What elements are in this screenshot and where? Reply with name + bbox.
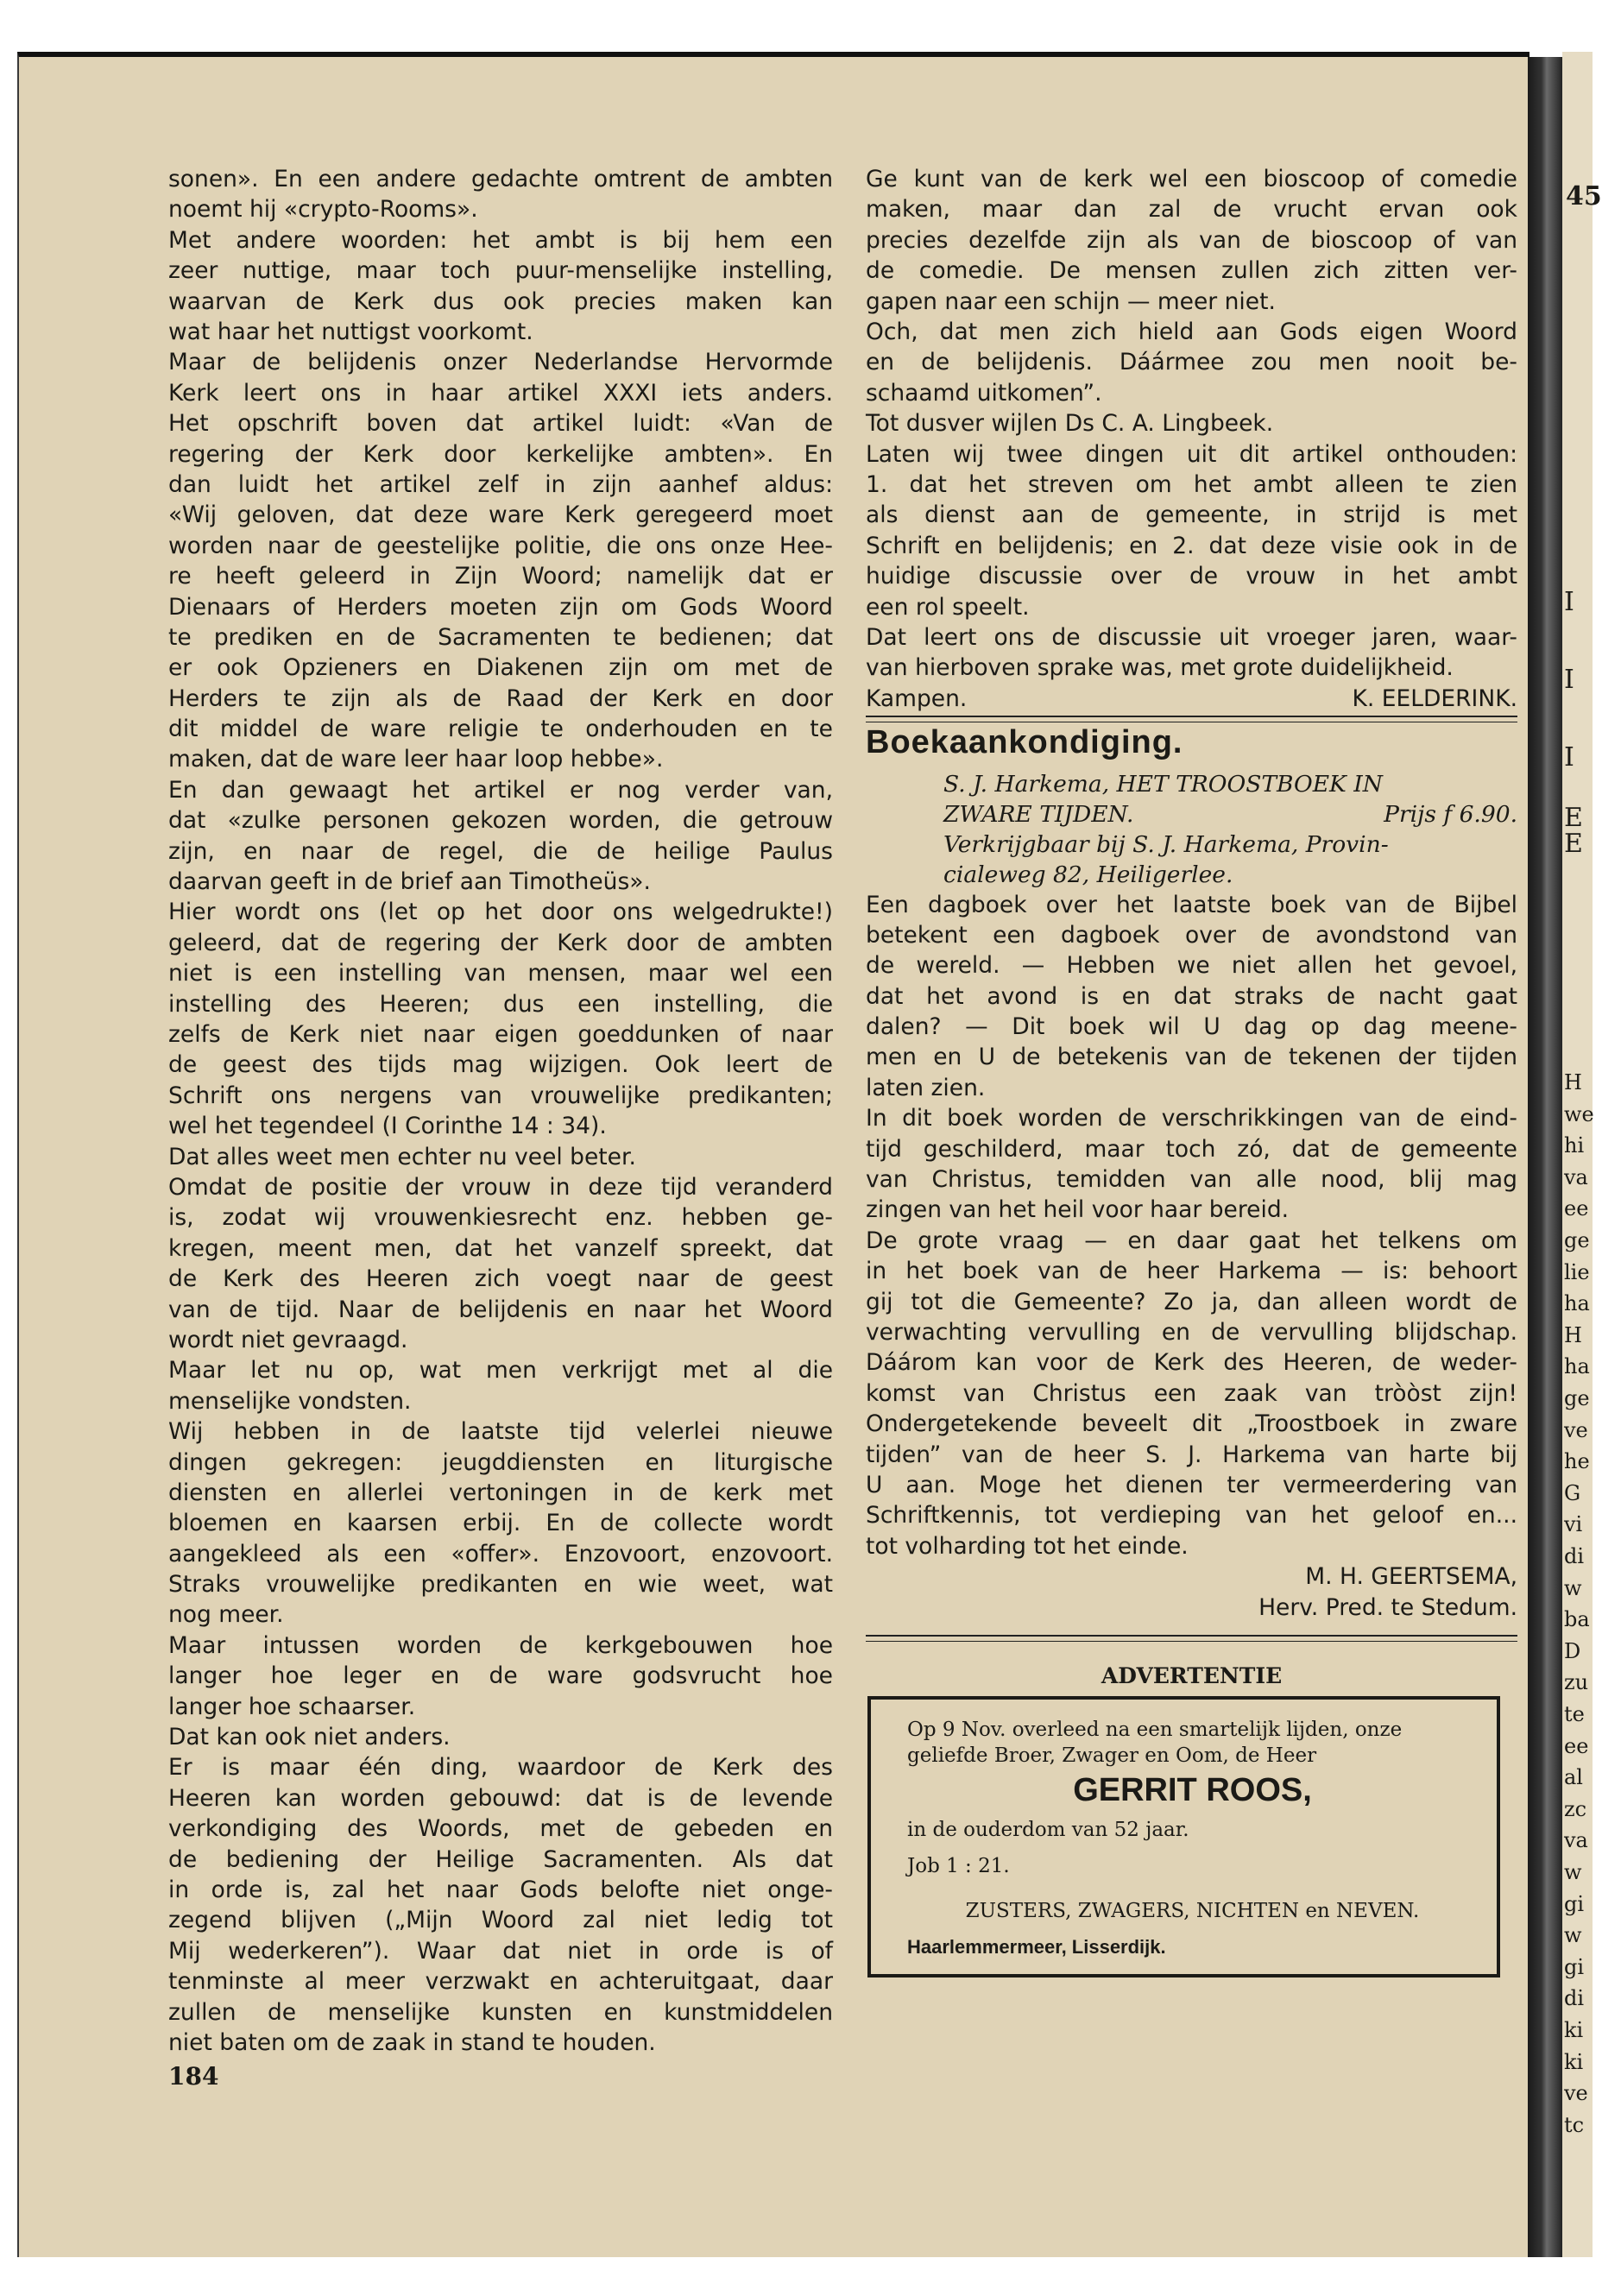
text-line: Tot dusver wijlen Ds C. A. Lingbeek. — [866, 410, 1274, 438]
text-line: Wij hebben in de laatste tijd velerlei nieuwe — [168, 1418, 833, 1446]
text-line: re heeft geleerd in Zijn Woord; namelijk dat er — [168, 563, 833, 590]
right-column — [866, 164, 1517, 1977]
book-review — [866, 890, 1517, 1562]
advert-verse: Job 1 : 21. — [907, 1855, 1010, 1878]
section-divider — [866, 716, 1517, 722]
next-page-fragment: w — [1564, 1860, 1582, 1884]
next-page-fragment: hi — [1564, 1133, 1585, 1158]
text-line: Met andere woorden: het ambt is bij hem een — [168, 226, 833, 254]
text-line: betekent een dagboek over de avondstond van — [866, 921, 1517, 949]
text-line: wat haar het nuttigst voorkomt. — [168, 318, 533, 345]
text-line: regering der Kerk door kerkelijke ambten». En — [168, 440, 833, 468]
text-line: komst van Christus een zaak van tròòst zijn! — [866, 1379, 1517, 1407]
advert-line: Op 9 Nov. overleed na een smartelijk lijden, onze — [907, 1719, 1403, 1742]
next-page-fragment: zc — [1564, 1796, 1587, 1821]
next-page-fragment: E — [1564, 829, 1583, 859]
text-line: als dienst aan de gemeente, in strijd is met — [866, 501, 1517, 529]
text-line: Er is maar één ding, waardoor de Kerk des — [168, 1754, 833, 1782]
text-line: van de tijd. Naar de belijdenis en naar het Woord — [168, 1296, 833, 1323]
advert-line: geliefde Broer, Zwager en Oom, de Heer — [907, 1744, 1317, 1768]
text-line: zullen de menselijke kunsten en kunstmiddelen — [168, 1998, 833, 2026]
text-line: verwachting vervulling en de vervulling blijdschap. — [866, 1319, 1517, 1347]
text-line: van Christus, temidden van alle nood, blij mag — [866, 1166, 1517, 1194]
text-line: bloemen en kaarsen erbij. En de collecte wordt — [168, 1510, 833, 1537]
text-line: langer hoe schaarser. — [168, 1693, 416, 1720]
text-line: maken, maar dan zal de vrucht ervan ook — [866, 196, 1517, 224]
text-line: verkondiging des Woords, met de gebeden en — [168, 1815, 833, 1843]
text-line: En dan gewaagt het artikel er nog verder van, — [168, 776, 833, 804]
text-line: Maar intussen worden de kerkgebouwen hoe — [168, 1631, 833, 1659]
text-line: Dat alles weet men echter nu veel beter. — [168, 1143, 636, 1170]
article-signature — [866, 684, 1517, 714]
text-line: zeer nuttige, maar toch puur-menselijke instelling, — [168, 257, 833, 285]
next-page-fragment: gi — [1564, 1954, 1585, 1979]
text-line: Dat kan ook niet anders. — [168, 1724, 451, 1751]
text-line: dan luidt het artikel zelf in zijn aanhef aldus: — [168, 470, 833, 498]
text-line: waarvan de Kerk dus ook precies maken kan — [168, 287, 833, 315]
advert-divider — [866, 1635, 1517, 1642]
advertisement-box — [867, 1696, 1500, 1977]
next-page-fragment: H — [1564, 1322, 1582, 1347]
text-line: gij tot die Gemeente? Zo ja, dan alleen wordt de — [866, 1288, 1517, 1315]
book-line: S. J. Harkema, HET TROOSTBOEK IN — [943, 770, 1383, 798]
next-page-fragment: di — [1564, 1986, 1585, 2011]
text-line: de bediening der Heilige Sacramenten. Als dat — [168, 1845, 833, 1873]
text-line: Dáárom kan voor de Kerk des Heeren, de weder- — [866, 1349, 1517, 1377]
next-page-fragment: ge — [1564, 1386, 1590, 1410]
text-line: zingen van het heil voor haar bereid. — [866, 1196, 1290, 1224]
next-page-fragment: lie — [1564, 1259, 1590, 1284]
next-page-fragment: al — [1564, 1765, 1583, 1790]
text-line: zegend blijven („Mijn Woord zal niet ledig tot — [168, 1907, 833, 1934]
text-line: aangekleed als een «offer». Enzovoort, enzovoort. — [168, 1540, 833, 1567]
next-page-fragment: vi — [1564, 1512, 1583, 1537]
book-line — [943, 799, 1517, 829]
text-line: Dat leert ons de discussie uit vroeger jaren, waar- — [866, 623, 1517, 651]
text-line: nog meer. — [168, 1601, 284, 1629]
text-line: maken, dat de ware leer haar loop hebbe». — [168, 746, 664, 773]
text-line: tijden” van de heer S. J. Harkema van harte bij — [866, 1441, 1517, 1468]
text-line: van hierboven sprake was, met grote duidelijkheid. — [866, 654, 1454, 682]
next-page-fragment: I — [1564, 742, 1574, 773]
text-line: te prediken en de Sacramenten te bedienen; dat — [168, 623, 833, 651]
text-line: dat het avond is en dat straks de nacht gaat — [866, 982, 1517, 1010]
book-citation — [866, 769, 1517, 890]
text-line: Schrift en belijdenis; en 2. dat deze visie ook in de — [866, 532, 1517, 559]
text-line: dalen? — Dit boek wil U dag op dag meene- — [866, 1013, 1517, 1041]
deceased-name: GERRIT ROOS, — [1073, 1772, 1312, 1809]
advert-family: ZUSTERS, ZWAGERS, NICHTEN en NEVEN. — [965, 1900, 1420, 1923]
next-page-fragment: di — [1564, 1544, 1585, 1568]
advert-age: in de ouderdom van 52 jaar. — [907, 1819, 1189, 1842]
text-line: dit middel de ware religie te onderhouden en te — [168, 716, 833, 743]
next-page-fragment: E — [1564, 803, 1583, 833]
section-heading: Boekaankondiging. — [866, 724, 1183, 761]
text-line: Maar let nu op, wat men verkrijgt met al die — [168, 1357, 833, 1385]
text-line: Schriftkennis, tot verdieping van het geloof en... — [866, 1502, 1517, 1530]
text-line: huidige discussie over de vrouw in het ambt — [866, 563, 1517, 590]
page-number: 184 — [168, 2062, 219, 2091]
text-line: gapen naar een schijn — meer niet. — [866, 287, 1276, 315]
book-line: cialeweg 82, Heiligerlee. — [943, 861, 1233, 888]
text-line: In dit boek worden de verschrikkingen van de eind- — [866, 1105, 1517, 1132]
text-line: sonen». En een andere gedachte omtrent de ambten — [168, 166, 833, 192]
text-line: menselijke vondsten. — [168, 1387, 412, 1415]
text-line: tijd geschilderd, maar toch zó, dat de gemeente — [866, 1135, 1517, 1163]
text-line: dingen gekregen: jeugddiensten en liturgische — [168, 1448, 833, 1476]
next-page-fragment: ve — [1564, 2081, 1588, 2106]
next-page-fragment: zu — [1564, 1670, 1589, 1695]
text-line: wordt niet gevraagd. — [168, 1326, 408, 1353]
text-line: Ge kunt van de kerk wel een bioscoop of comedie — [866, 166, 1517, 192]
signature-place: Kampen. — [866, 684, 968, 712]
left-column — [168, 164, 833, 2092]
left-column-text — [168, 164, 833, 2058]
text-line: men en U de betekenis van de tekenen der tijden — [866, 1044, 1517, 1071]
text-line: de Kerk des Heeren zich voegt naar de geest — [168, 1265, 833, 1293]
text-line: U aan. Moge het dienen ter vermeerdering van — [866, 1471, 1517, 1498]
next-page-fragment: he — [1564, 1449, 1590, 1474]
text-line: zelfs de Kerk niet naar eigen goeddunken of naar — [168, 1021, 833, 1048]
text-line: instelling des Heeren; dus een instelling, die — [168, 990, 833, 1018]
text-line: een rol speelt. — [866, 593, 1030, 621]
text-line: zijn, en naar de regel, die de heilige Paulus — [168, 837, 833, 865]
text-line: Herders te zijn als de Raad der Kerk en door — [168, 684, 833, 712]
next-page-fragment: ki — [1564, 2018, 1584, 2042]
next-page-fragment: D — [1564, 1638, 1581, 1663]
text-line: niet baten om de zaak in stand te houden. — [168, 2029, 656, 2056]
text-line: Het opschrift boven dat artikel luidt: «Van de — [168, 410, 833, 438]
text-line: worden naar de geestelijke politie, die ons onze Hee- — [168, 532, 833, 559]
text-line: laten zien. — [866, 1074, 986, 1101]
reviewer-role: Herv. Pred. te Stedum. — [1258, 1593, 1517, 1621]
signature-name: K. EELDERINK. — [1352, 684, 1517, 712]
book-price: Prijs f 6.90. — [1384, 800, 1517, 828]
text-line: dat «zulke personen gekozen worden, die getrouw — [168, 807, 833, 835]
next-page-fragment: H — [1564, 1070, 1582, 1094]
text-line: daarvan geeft in de brief aan Timotheüs». — [168, 868, 651, 896]
text-line: kregen, meent men, dat het vanzelf spreekt, dat — [168, 1234, 833, 1262]
advert-heading: ADVERTENTIE — [1101, 1662, 1283, 1688]
text-line: Och, dat men zich hield aan Gods eigen Woord — [866, 318, 1517, 345]
next-page-fragment: va — [1564, 1164, 1588, 1189]
text-line: noemt hij «crypto-Rooms». — [168, 196, 478, 224]
next-page-fragment: va — [1564, 1828, 1588, 1853]
text-line: schaamd uitkomen”. — [866, 379, 1102, 407]
text-line: Laten wij twee dingen uit dit artikel onthouden: — [866, 440, 1517, 468]
text-line: Omdat de positie der vrouw in deze tijd veranderd — [168, 1173, 833, 1201]
text-line: Hier wordt ons (let op het door ons welgedrukte!) — [168, 899, 833, 926]
text-line: Dienaars of Herders moeten zijn om Gods Woord — [168, 593, 833, 621]
text-line: de wereld. — Hebben we niet allen het gevoel, — [866, 952, 1517, 980]
text-line: Mij wederkeren”). Waar dat niet in orde is of — [168, 1937, 833, 1965]
text-line: in het boek van de heer Harkema — is: behoort — [866, 1258, 1517, 1285]
next-page-fragment: we — [1564, 1101, 1594, 1126]
text-line: Ondergetekende beveelt dit „Troostboek in zware — [866, 1410, 1517, 1438]
text-line: de geest des tijds mag wijzigen. Ook leert de — [168, 1051, 833, 1079]
text-line: en de belijdenis. Dáármee zou men nooit be- — [866, 349, 1517, 376]
next-page-fragment: ba — [1564, 1607, 1590, 1632]
scan-background-top — [0, 0, 1593, 52]
text-line: precies dezelfde zijn als van de bioscoop of van — [866, 226, 1517, 254]
next-page-fragment: ve — [1564, 1417, 1588, 1442]
next-page-fragment: G — [1564, 1480, 1581, 1505]
next-page-fragment: gi — [1564, 1891, 1585, 1916]
text-line: niet is een instelling van mensen, maar wel een — [168, 960, 833, 987]
next-page-fragment: ha — [1564, 1354, 1590, 1379]
text-line: Maar de belijdenis onzer Nederlandse Hervormde — [168, 349, 833, 376]
advert-place: Haarlemmermeer, Lisserdijk. — [907, 1936, 1166, 1959]
text-line: tenminste al meer verzwakt en achteruitgaat, daar — [168, 1968, 833, 1996]
text-line: «Wij geloven, dat deze ware Kerk geregeerd moet — [168, 501, 833, 529]
text-line: is, zodat wij vrouwenkiesrecht enz. hebben ge- — [168, 1204, 833, 1232]
text-line: 1. dat het streven om het ambt alleen te zien — [866, 470, 1517, 498]
next-page-fragment: ki — [1564, 2049, 1584, 2074]
text-line: diensten en allerlei vertoningen in de kerk met — [168, 1479, 833, 1506]
text-line: Een dagboek over het laatste boek van de Bijbel — [866, 891, 1517, 918]
next-page-fragment: ge — [1564, 1228, 1590, 1252]
text-line: Straks vrouwelijke predikanten en wie weet, wat — [168, 1571, 833, 1599]
text-line: De grote vraag — en daar gaat het telkens om — [866, 1227, 1517, 1254]
text-line: wel het tegendeel (I Corinthe 14 : 34). — [168, 1113, 607, 1140]
next-page-fragment: I — [1564, 587, 1574, 617]
text-line: in orde is, zal het naar Gods belofte niet onge- — [168, 1877, 833, 1904]
next-page-fragment: ee — [1564, 1733, 1589, 1758]
next-page-number: 45 — [1566, 181, 1602, 211]
next-page-fragment: w — [1564, 1575, 1582, 1600]
next-page-fragment: te — [1564, 1702, 1585, 1726]
text-line: Schrift ons nergens van vrouwelijke predikanten; — [168, 1082, 833, 1109]
text-line: tot volharding tot het einde. — [866, 1532, 1189, 1560]
scan-background-bottom — [0, 2257, 1593, 2296]
text-line: Kerk leert ons in haar artikel XXXI iets anders. — [168, 379, 833, 407]
book-title-line: ZWARE TIJDEN. — [943, 800, 1134, 828]
text-line: de comedie. De mensen zullen zich zitten ver- — [866, 257, 1517, 285]
article-conclusion — [866, 164, 1517, 684]
next-page-fragment: ha — [1564, 1291, 1590, 1316]
book-line: Verkrijgbaar bij S. J. Harkema, Provin- — [943, 830, 1389, 858]
text-line: geleerd, dat de regering der Kerk door de ambten — [168, 929, 833, 956]
text-line: Heeren kan worden gebouwd: dat is de levende — [168, 1784, 833, 1812]
text-line: langer hoe leger en de ware godsvrucht hoe — [168, 1662, 833, 1690]
reviewer-name: M. H. GEERTSEMA, — [1305, 1563, 1517, 1591]
text-line: er ook Opzieners en Diakenen zijn om met de — [168, 654, 833, 682]
book-spine — [1528, 57, 1562, 2257]
next-page-fragment: I — [1564, 665, 1574, 695]
next-page-fragment: w — [1564, 1923, 1582, 1948]
next-page-edge — [1562, 52, 1602, 2257]
next-page-fragment: ee — [1564, 1196, 1589, 1221]
next-page-fragment: tc — [1564, 2112, 1585, 2137]
